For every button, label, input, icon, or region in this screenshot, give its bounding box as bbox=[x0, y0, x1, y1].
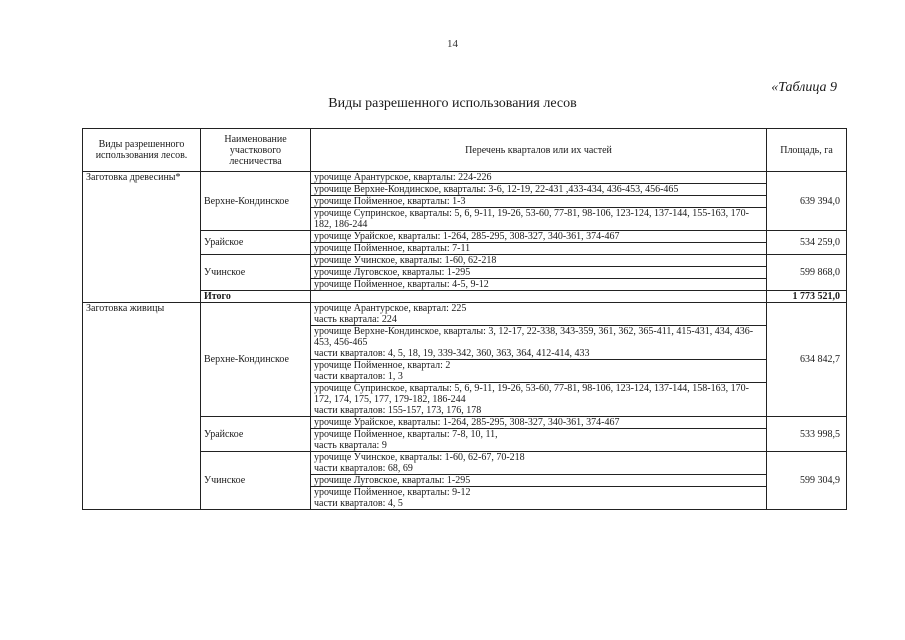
quarters-cell: урочище Луговское, кварталы: 1-295 bbox=[311, 267, 767, 279]
page-number: 14 bbox=[447, 38, 458, 50]
quarters-cell: урочище Арантурское, кварталы: 224-226 bbox=[311, 172, 767, 184]
quarters-cell bbox=[311, 383, 767, 417]
quarters-cell bbox=[311, 452, 767, 475]
area-cell: 599 304,9 bbox=[767, 452, 847, 510]
area-cell: 599 868,0 bbox=[767, 255, 847, 291]
quarters-part-line: части кварталов: 4, 5 bbox=[314, 498, 403, 509]
quarters-line: урочище Пойменное, квартал: 2 bbox=[314, 360, 451, 371]
header-row bbox=[83, 129, 847, 172]
header-area: Площадь, га bbox=[767, 129, 847, 172]
quarters-line: урочище Учинское, кварталы: 1-60, 62-67, 70-218 bbox=[314, 452, 525, 463]
quarters-cell bbox=[311, 417, 767, 429]
document-title: Виды разрешенного использования лесов bbox=[328, 96, 577, 111]
header-quarters: Перечень кварталов или их частей bbox=[311, 129, 767, 172]
total-area: 1 773 521,0 bbox=[767, 291, 847, 303]
quarters-cell: урочище Супринское, кварталы: 5, 6, 9-11, 19-26, 53-60, 77-81, 98-106, 123-124, 137-144, 155-163, 170-182, 186-244 bbox=[311, 208, 767, 231]
quarters-cell: урочище Пойменное, кварталы: 7-11 bbox=[311, 243, 767, 255]
total-empty-cell bbox=[311, 291, 767, 303]
district-cell: Учинское bbox=[201, 452, 311, 510]
quarters-part-line: части кварталов: 68, 69 bbox=[314, 463, 413, 474]
district-cell: Урайское bbox=[201, 231, 311, 255]
quarters-cell bbox=[311, 475, 767, 487]
quarters-cell: урочище Верхне-Кондинское, кварталы: 3-6, 12-19, 22-431 ,433-434, 436-453, 456-465 bbox=[311, 184, 767, 196]
quarters-cell: урочище Учинское, кварталы: 1-60, 62-218 bbox=[311, 255, 767, 267]
quarters-part-line: часть квартала: 9 bbox=[314, 440, 387, 451]
district-cell: Верхне-Кондинское bbox=[201, 172, 311, 231]
table-row bbox=[83, 172, 847, 184]
forest-use-table bbox=[82, 128, 847, 510]
table-label: «Таблица 9 bbox=[771, 80, 837, 95]
quarters-cell bbox=[311, 429, 767, 452]
quarters-cell: урочище Пойменное, кварталы: 1-3 bbox=[311, 196, 767, 208]
quarters-cell: урочище Пойменное, кварталы: 4-5, 9-12 bbox=[311, 279, 767, 291]
quarters-part-line: части кварталов: 155-157, 173, 176, 178 bbox=[314, 405, 482, 416]
quarters-line: урочище Урайское, кварталы: 1-264, 285-295, 308-327, 340-361, 374-467 bbox=[314, 417, 620, 428]
quarters-line: урочище Арантурское, квартал: 225 bbox=[314, 303, 467, 314]
header-district: Наименование участкового лесничества bbox=[201, 129, 311, 172]
district-cell: Верхне-Кондинское bbox=[201, 303, 311, 417]
quarters-line: урочище Супринское, кварталы: 5, 6, 9-11, 19-26, 53-60, 77-81, 98-106, 123-124, 137-144, 158-163, 170-172, 174, 175, 177, 179-182, 186-244 bbox=[314, 383, 749, 405]
area-cell: 533 998,5 bbox=[767, 417, 847, 452]
table-row bbox=[83, 303, 847, 326]
quarters-cell bbox=[311, 303, 767, 326]
quarters-part-line: часть квартала: 224 bbox=[314, 314, 397, 325]
quarters-part-line: части кварталов: 1, 3 bbox=[314, 371, 403, 382]
quarters-line: урочище Верхне-Кондинское, кварталы: 3, 12-17, 22-338, 343-359, 361, 362, 365-411, 415-431, 434, 436-453, 456-465 bbox=[314, 326, 754, 348]
area-cell: 634 842,7 bbox=[767, 303, 847, 417]
quarters-cell bbox=[311, 326, 767, 360]
total-label: Итого bbox=[201, 291, 311, 303]
quarters-cell bbox=[311, 360, 767, 383]
header-use-type: Виды разрешенного использования лесов. bbox=[83, 129, 201, 172]
quarters-line: урочище Луговское, кварталы: 1-295 bbox=[314, 475, 471, 486]
quarters-part-line: части кварталов: 4, 5, 18, 19, 339-342, 360, 363, 364, 412-414, 433 bbox=[314, 348, 590, 359]
area-cell: 639 394,0 bbox=[767, 172, 847, 231]
district-cell: Урайское bbox=[201, 417, 311, 452]
use-type-cell: Заготовка живицы bbox=[83, 303, 201, 510]
area-cell: 534 259,0 bbox=[767, 231, 847, 255]
quarters-cell: урочище Урайское, кварталы: 1-264, 285-295, 308-327, 340-361, 374-467 bbox=[311, 231, 767, 243]
district-cell: Учинское bbox=[201, 255, 311, 291]
use-type-cell: Заготовка древесины* bbox=[83, 172, 201, 303]
quarters-cell bbox=[311, 487, 767, 510]
quarters-line: урочище Пойменное, кварталы: 9-12 bbox=[314, 487, 471, 498]
quarters-line: урочище Пойменное, кварталы: 7-8, 10, 11, bbox=[314, 429, 498, 440]
